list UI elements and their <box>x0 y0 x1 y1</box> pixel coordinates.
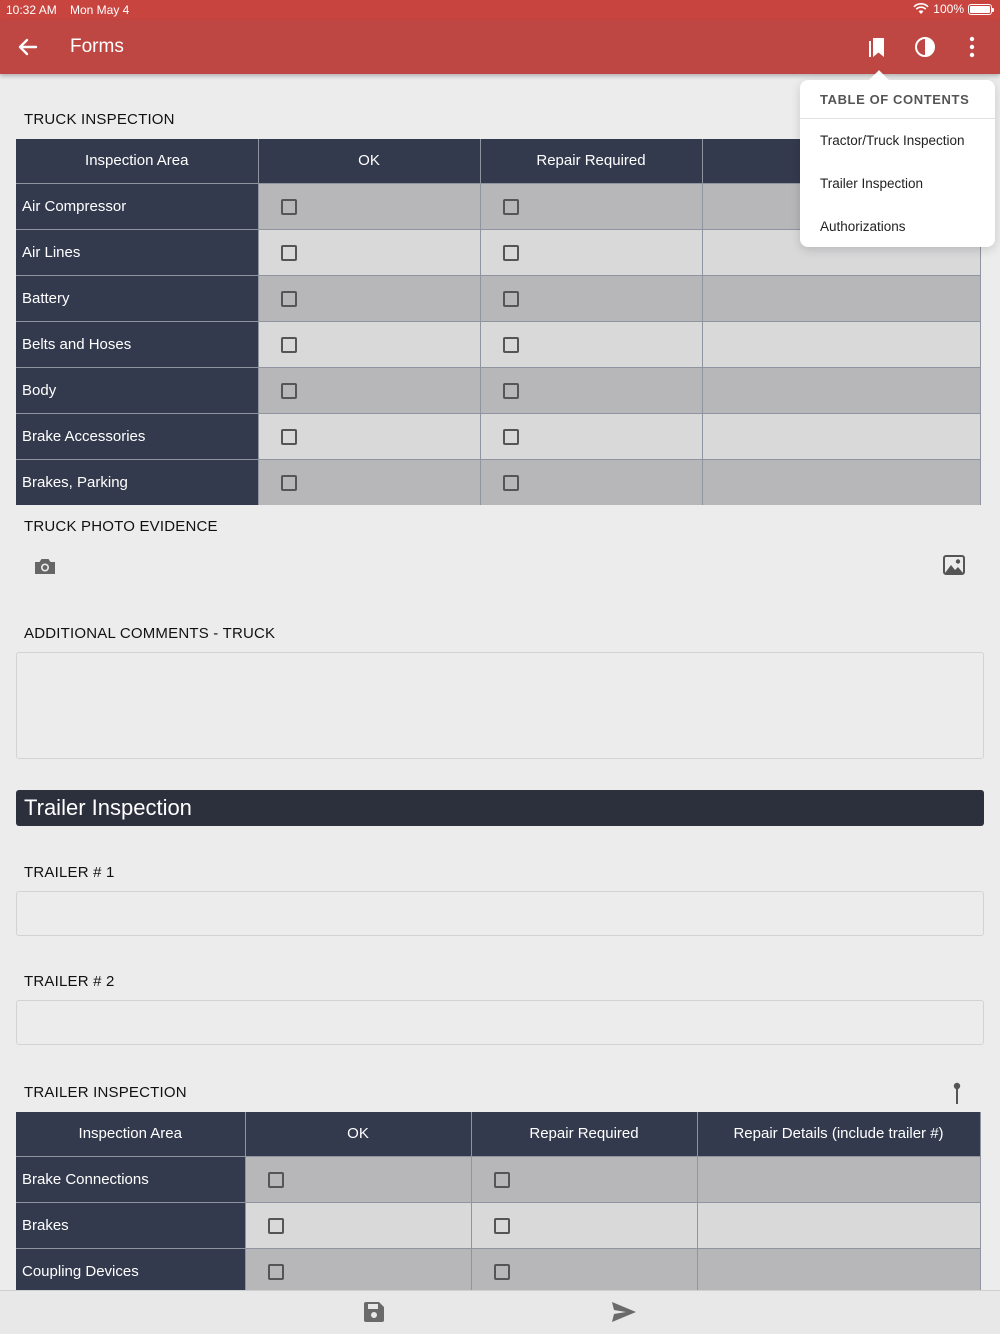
column-header-repair-required: Repair Required <box>480 139 702 183</box>
ok-checkbox[interactable] <box>281 337 297 353</box>
truck-comments-label: ADDITIONAL COMMENTS - TRUCK <box>24 625 276 642</box>
column-header-ok: OK <box>258 139 480 183</box>
table-row <box>16 275 980 321</box>
repair-details-cell[interactable] <box>702 367 980 413</box>
row-label: Belts and Hoses <box>16 321 258 367</box>
column-header-repair-details: Repair Details (include trailer #) <box>697 1112 980 1156</box>
row-label: Air Compressor <box>16 183 258 229</box>
repair-details-cell[interactable] <box>697 1156 980 1202</box>
send-icon[interactable] <box>610 1299 638 1325</box>
column-header-ok: OK <box>245 1112 471 1156</box>
row-label: Brakes <box>16 1202 245 1248</box>
trailer-inspection-table <box>16 1112 980 1290</box>
repair-required-checkbox[interactable] <box>503 291 519 307</box>
contrast-icon[interactable] <box>911 33 939 61</box>
table-row <box>16 367 980 413</box>
ok-checkbox[interactable] <box>268 1172 284 1188</box>
row-label: Battery <box>16 275 258 321</box>
ok-checkbox[interactable] <box>268 1264 284 1280</box>
toc-heading: TABLE OF CONTENTS <box>820 92 970 107</box>
ok-checkbox[interactable] <box>268 1218 284 1234</box>
repair-required-checkbox[interactable] <box>503 429 519 445</box>
repair-details-cell[interactable] <box>702 459 980 505</box>
row-label: Air Lines <box>16 229 258 275</box>
row-label: Body <box>16 367 258 413</box>
status-date: Mon May 4 <box>70 3 130 17</box>
trailer-inspection-label: TRAILER INSPECTION <box>24 1084 187 1101</box>
column-header-inspection-area: Inspection Area <box>16 1112 245 1156</box>
column-header-inspection-area: Inspection Area <box>16 139 258 183</box>
table-row <box>16 1202 980 1248</box>
repair-required-checkbox[interactable] <box>503 245 519 261</box>
toc-divider <box>800 118 995 119</box>
back-arrow-icon[interactable] <box>14 33 42 61</box>
toc-item-tractor-truck-inspection[interactable]: Tractor/Truck Inspection <box>820 133 965 148</box>
repair-details-cell[interactable] <box>702 413 980 459</box>
save-icon[interactable] <box>361 1299 387 1325</box>
repair-required-checkbox[interactable] <box>503 199 519 215</box>
ok-checkbox[interactable] <box>281 199 297 215</box>
table-row <box>16 321 980 367</box>
repair-details-cell[interactable] <box>697 1202 980 1248</box>
table-of-contents-popover <box>800 80 995 247</box>
wifi-icon <box>913 3 929 15</box>
page-title: Forms <box>70 36 124 57</box>
camera-icon[interactable] <box>32 553 58 579</box>
repair-details-cell[interactable] <box>702 275 980 321</box>
table-row <box>16 1156 980 1202</box>
bottom-toolbar <box>0 1290 1000 1334</box>
row-label: Brake Connections <box>16 1156 245 1202</box>
row-label: Brakes, Parking <box>16 459 258 505</box>
column-header-repair-required: Repair Required <box>471 1112 697 1156</box>
battery-percent: 100% <box>933 2 964 16</box>
repair-details-cell[interactable] <box>702 321 980 367</box>
app-bar <box>0 20 1000 74</box>
ok-checkbox[interactable] <box>281 291 297 307</box>
status-time: 10:32 AM <box>6 3 57 17</box>
ok-checkbox[interactable] <box>281 245 297 261</box>
repair-required-checkbox[interactable] <box>503 383 519 399</box>
trailer2-label: TRAILER # 2 <box>24 973 115 990</box>
bookmarks-icon[interactable] <box>864 33 892 61</box>
trailer2-input[interactable] <box>16 1000 984 1045</box>
repair-required-checkbox[interactable] <box>503 337 519 353</box>
truck-comments-textarea[interactable] <box>16 652 984 759</box>
repair-required-checkbox[interactable] <box>494 1218 510 1234</box>
battery-icon <box>968 4 992 15</box>
trailer1-input[interactable] <box>16 891 984 936</box>
row-label: Coupling Devices <box>16 1248 245 1294</box>
table-row <box>16 459 980 505</box>
ok-checkbox[interactable] <box>281 475 297 491</box>
toc-item-trailer-inspection[interactable]: Trailer Inspection <box>820 176 924 191</box>
more-vertical-icon[interactable] <box>958 33 986 61</box>
pin-icon[interactable] <box>944 1080 970 1106</box>
repair-required-checkbox[interactable] <box>503 475 519 491</box>
repair-required-checkbox[interactable] <box>494 1172 510 1188</box>
trailer1-label: TRAILER # 1 <box>24 864 115 881</box>
photo-library-icon[interactable] <box>941 552 967 578</box>
repair-required-checkbox[interactable] <box>494 1264 510 1280</box>
table-row <box>16 1248 980 1294</box>
table-row <box>16 413 980 459</box>
repair-details-cell[interactable] <box>697 1248 980 1294</box>
ok-checkbox[interactable] <box>281 383 297 399</box>
trailer-section-banner: Trailer Inspection <box>16 790 984 826</box>
status-bar <box>0 0 1000 20</box>
ok-checkbox[interactable] <box>281 429 297 445</box>
toc-item-authorizations[interactable]: Authorizations <box>820 219 906 234</box>
row-label: Brake Accessories <box>16 413 258 459</box>
truck-photo-label: TRUCK PHOTO EVIDENCE <box>24 518 218 535</box>
truck-inspection-label: TRUCK INSPECTION <box>24 111 175 128</box>
